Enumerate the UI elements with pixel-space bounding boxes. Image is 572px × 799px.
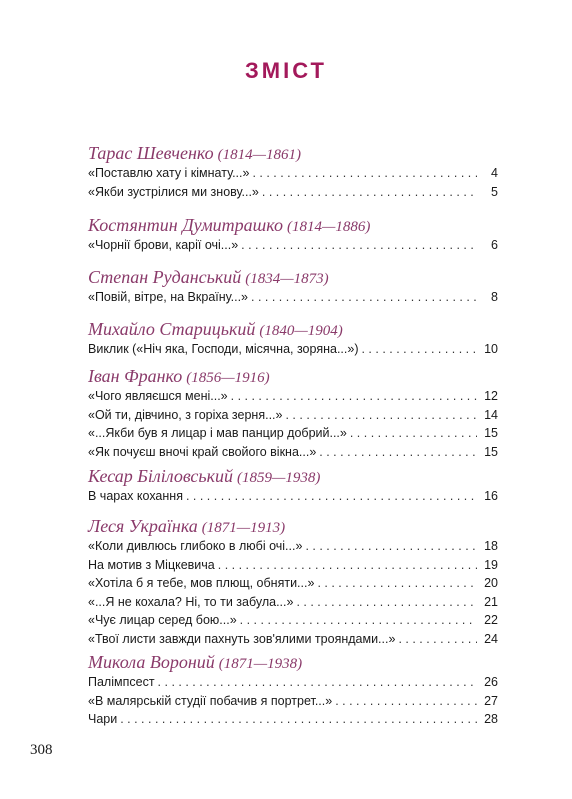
page-title: ЗМІСТ [245,58,327,83]
author-heading [88,515,498,537]
dot-leader [285,406,477,425]
dot-leader [186,487,477,506]
entry-page: 4 [491,166,498,180]
entry-page: 18 [484,539,498,553]
toc-entry[interactable] [88,537,498,556]
entry-page: 10 [484,342,498,356]
entry-page: 28 [484,712,498,726]
toc-entry[interactable] [88,710,498,729]
toc-entry[interactable] [88,487,498,506]
dot-leader [305,537,477,556]
entry-page: 16 [484,489,498,503]
dot-leader [319,443,477,462]
entry-page: 19 [484,557,498,572]
entry-list [88,537,498,648]
toc-entry[interactable] [88,611,498,630]
author-years: (1871—1913) [201,520,286,536]
toc-entry[interactable] [88,574,498,593]
toc-entry[interactable] [88,340,498,359]
entry-page: 22 [484,613,498,627]
toc-entry[interactable] [88,630,498,649]
toc-entry[interactable] [88,556,498,575]
toc-entry[interactable] [88,593,498,612]
toc-section [88,365,498,465]
toc-entry[interactable] [88,673,498,692]
toc-entry[interactable] [88,183,498,202]
dot-leader [317,574,477,593]
toc-entry[interactable] [88,443,498,462]
author-heading [88,465,498,487]
entry-list [88,288,498,307]
author-name: Іван Франко [88,366,183,386]
entry-page: 21 [484,594,498,609]
dot-leader [350,424,477,443]
entry-title: «Чорнії брови, карії очі...» [88,238,239,252]
entry-page: 12 [484,389,498,403]
toc-section [88,318,498,365]
author-name: Михайло Старицький [88,319,256,339]
entry-title: «Коли дивлюсь глибоко в любі очі...» [88,539,303,553]
entry-title: «Як почуєш вночі край свойого вікна...» [88,444,317,459]
dot-leader [218,556,477,575]
entry-title: «Чує лицар серед бою...» [88,613,237,627]
page-number: 308 [30,742,53,758]
author-name: Леся Українка [88,516,198,536]
author-heading [88,142,498,164]
entry-list [88,340,498,359]
toc-section [88,142,498,214]
table-of-contents [88,142,498,731]
author-years: (1840—1904) [259,323,343,339]
author-years: (1814—1886) [287,219,371,235]
entry-title: «Хотіла б я тебе, мов плющ, обняти...» [88,576,315,590]
entry-title: «Поставлю хату і кімнату...» [88,166,250,180]
entry-title: «...Я не кохала? Ні, то ти забула...» [88,594,294,609]
toc-entry[interactable] [88,164,498,183]
author-name: Кесар Біліловський [88,466,233,486]
author-heading [88,651,498,673]
dot-leader [251,288,477,307]
dot-leader [335,692,477,711]
author-heading [88,318,498,340]
toc-entry[interactable] [88,236,498,255]
dot-leader [296,593,477,612]
toc-section [88,651,498,731]
author-name: Костянтин Думитрашко [88,215,284,235]
entry-title: В чарах кохання [88,489,183,503]
entry-list [88,164,498,201]
entry-title: Чари [88,712,118,726]
entry-page: 15 [484,444,498,459]
entry-title: Виклик («Ніч яка, Господи, місячна, зоряна...») [88,342,359,356]
entry-page: 27 [484,693,498,708]
dot-leader [240,611,477,630]
dot-leader [120,710,477,729]
toc-section [88,214,498,266]
entry-list [88,387,498,461]
entry-title: На мотив з Міцкевича [88,557,215,572]
entry-title: «Якби зустрілися ми знову...» [88,184,259,199]
toc-entry[interactable] [88,692,498,711]
entry-page: 14 [484,407,498,422]
entry-page: 26 [484,675,498,689]
dot-leader [241,236,477,255]
entry-title: «...Якби був я лицар і мав панцир добрий...» [88,426,347,440]
author-name: Тарас Шевченко [88,143,214,163]
author-years: (1859—1938) [237,470,321,486]
author-heading [88,214,498,236]
entry-page: 24 [484,631,498,646]
toc-section [88,465,498,515]
dot-leader [398,630,477,649]
toc-entry[interactable] [88,387,498,406]
author-name: Микола Вороний [88,652,215,672]
toc-entry[interactable] [88,424,498,443]
toc-entry[interactable] [88,406,498,425]
dot-leader [262,183,477,202]
entry-page: 15 [484,426,498,440]
author-heading [88,266,498,288]
author-years: (1871—1938) [218,656,303,672]
author-heading [88,365,498,387]
entry-title: «Повій, вітре, на Вкраїну...» [88,290,249,304]
entry-page: 5 [491,184,498,199]
dot-leader [231,387,477,406]
entry-list [88,487,498,506]
dot-leader [158,673,477,692]
author-years: (1814—1861) [217,147,301,163]
toc-section [88,515,498,651]
author-years: (1834—1873) [245,271,329,287]
dot-leader [361,340,477,359]
toc-entry[interactable] [88,288,498,307]
entry-page: 8 [491,290,498,304]
entry-title: «Ой ти, дівчино, з горіха зерня...» [88,407,283,422]
dot-leader [252,164,477,183]
entry-title: «Чого являєшся мені...» [88,389,228,403]
author-name: Степан Руданський [88,267,242,287]
entry-title: Палімпсест [88,675,155,689]
entry-page: 6 [491,238,498,252]
entry-title: «В малярській студії побачив я портрет...» [88,693,333,708]
author-years: (1856—1916) [186,370,270,386]
toc-section [88,266,498,318]
entry-page: 20 [484,576,498,590]
entry-list [88,673,498,729]
entry-title: «Твої листи завжди пахнуть зов'ялими трояндами...» [88,631,396,646]
entry-list [88,236,498,255]
